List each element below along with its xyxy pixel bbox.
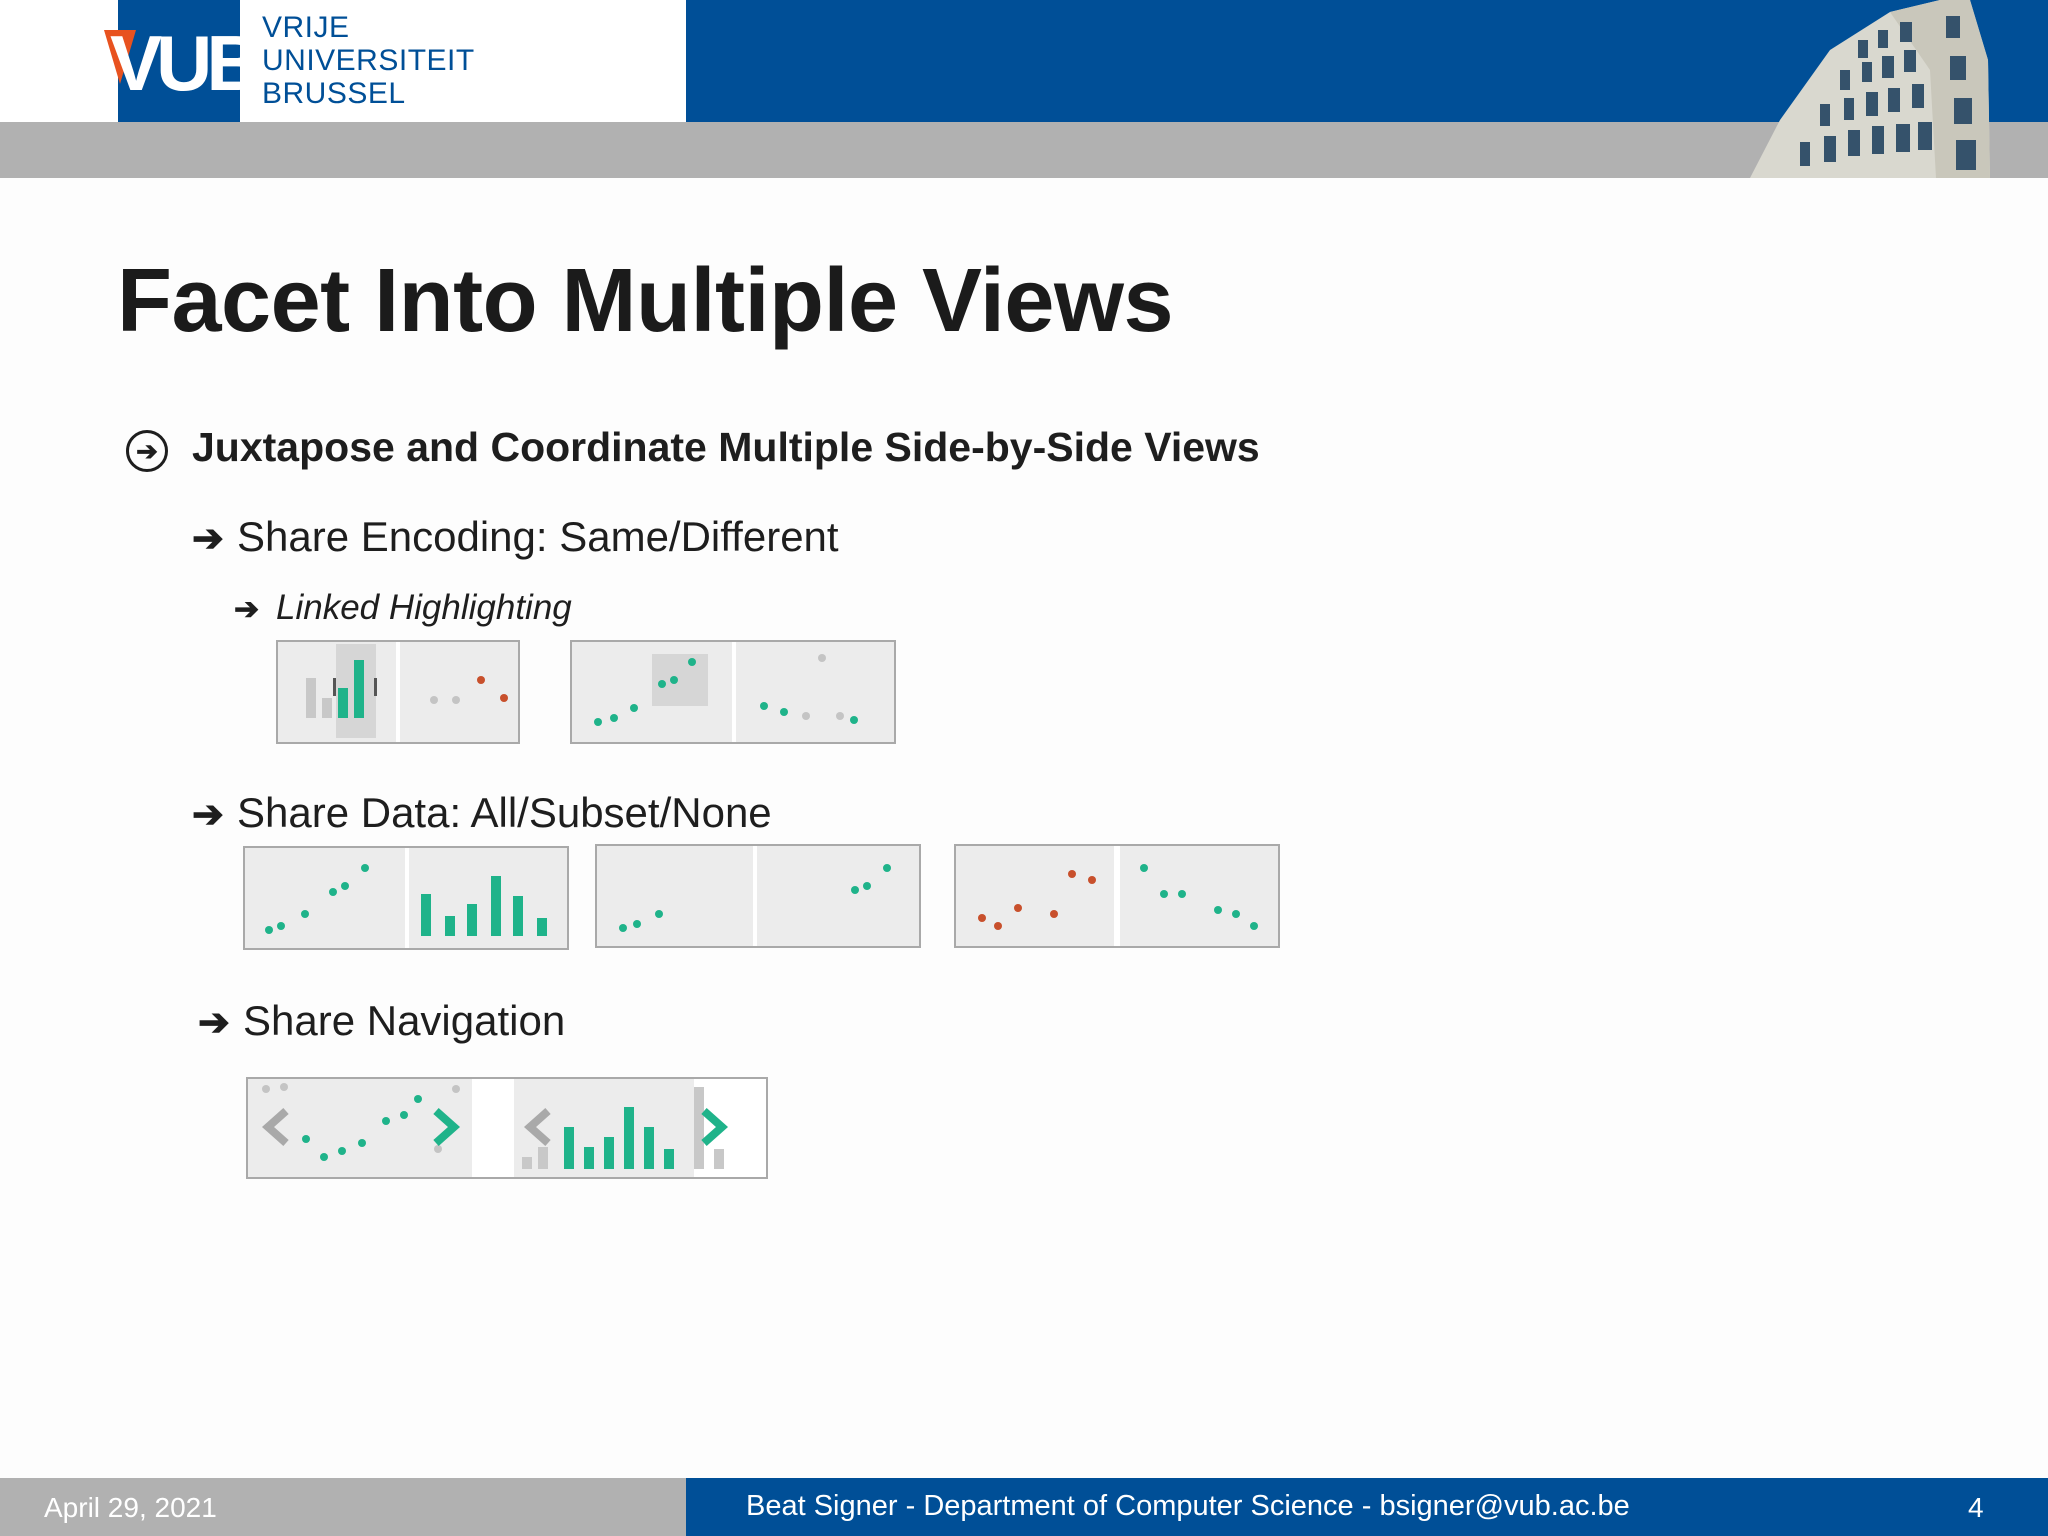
building-photo [1740,0,2000,178]
footer-page-number: 4 [1968,1492,1984,1523]
university-name-line-3: BRUSSEL [262,77,406,110]
bullet-linked-highlighting: Linked Highlighting [276,588,572,627]
linked-highlighting-figure-1 [276,640,520,744]
arrow-bullet-icon: ➔ [192,518,224,560]
footer-author: Beat Signer - Department of Computer Science - bsigner@vub.ac.be [746,1490,1630,1522]
slide-title: Facet Into Multiple Views [117,251,1174,351]
share-data-none-figure [954,844,1280,948]
bullet-share-encoding: Share Encoding: Same/Different [237,513,839,560]
bullet-main-text: Juxtapose and Coordinate Multiple Side-by-Side Views [192,424,1260,470]
arrow-bullet-icon: ➔ [192,794,224,836]
university-name-line-2: UNIVERSITEIT [262,44,475,77]
share-data-all-figure [243,846,569,950]
university-name-line-1: VRIJE [262,11,350,44]
linked-highlighting-figure-2 [570,640,896,744]
share-data-subset-figure [595,844,921,948]
share-navigation-figure [246,1077,768,1179]
bullet-share-data: Share Data: All/Subset/None [237,789,772,836]
arrow-bullet-icon: ➔ [234,593,260,626]
circle-arrow-icon: ➔ [126,430,168,472]
footer-date: April 29, 2021 [44,1492,217,1523]
logo-text: VUB [110,19,257,107]
bullet-share-navigation: Share Navigation [243,997,566,1044]
arrow-bullet-icon: ➔ [198,1002,230,1044]
